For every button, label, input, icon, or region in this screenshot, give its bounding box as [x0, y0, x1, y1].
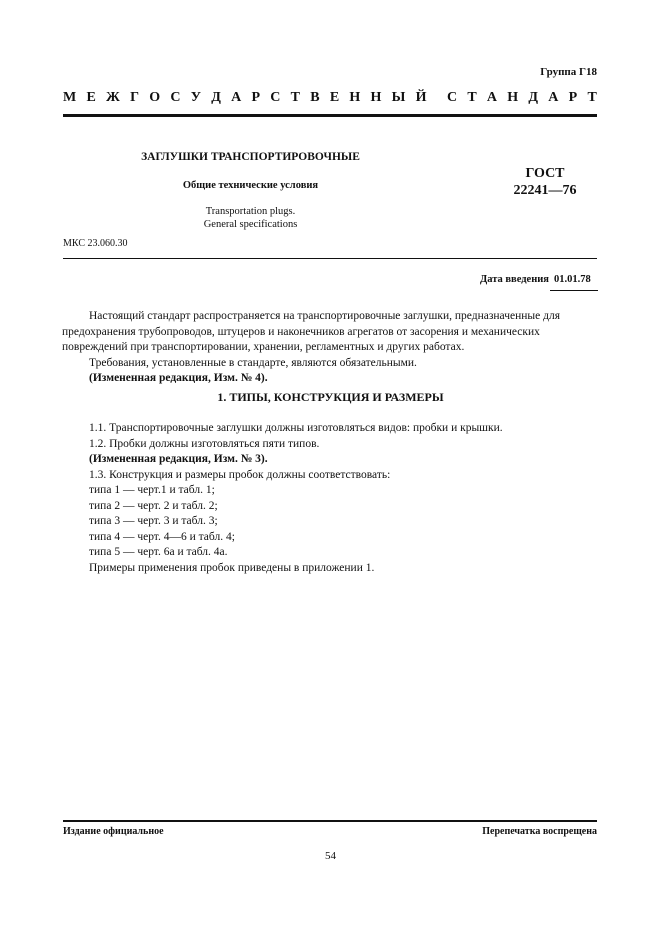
heading-letter: Ж: [106, 90, 120, 105]
section-line: 1.2. Пробки должны изготовляться пяти типов.: [89, 437, 320, 450]
section-body: [89, 421, 598, 576]
section-line: типа 4 — черт. 4—6 и табл. 4;: [89, 530, 235, 543]
heading-letter: О: [149, 90, 161, 105]
heading-letter: Е: [86, 90, 96, 105]
heading-letter: Й: [415, 90, 427, 105]
interstate-standard-heading: [63, 90, 597, 106]
heading-letter: Р: [568, 90, 578, 105]
heading-letter: С: [270, 90, 281, 105]
heading-letter: Е: [329, 90, 340, 105]
intro-date-value: 01.01.78: [554, 274, 591, 285]
heading-letter: Ы: [391, 90, 406, 105]
gost-label: ГОСТ: [525, 166, 565, 181]
heading-letter: У: [190, 90, 202, 105]
footer-reprint-notice: Перепечатка воспрещена: [482, 826, 597, 837]
footer-rule: [63, 820, 597, 822]
heading-letter: Р: [251, 90, 261, 105]
section-line: Примеры применения пробок приведены в приложении 1.: [89, 561, 375, 574]
section-line: типа 5 — черт. 6а и табл. 4а.: [89, 546, 228, 558]
group-label: Группа Г18: [540, 66, 597, 78]
gost-designation: [490, 165, 600, 199]
heading-letter: Н: [507, 90, 519, 105]
intro-amendment: (Измененная редакция, Изм. № 4).: [89, 372, 268, 384]
section-line: типа 1 — черт.1 и табл. 1;: [89, 484, 215, 496]
heading-letter: С: [446, 90, 458, 105]
heading-letter: А: [486, 90, 498, 105]
document-title: ЗАГЛУШКИ ТРАНСПОРТИРОВОЧНЫЕ: [141, 151, 360, 163]
heading-letter: М: [63, 90, 77, 105]
heading-letter: Н: [349, 90, 361, 105]
english-title: [138, 205, 363, 231]
intro-date-underline: [550, 290, 598, 291]
intro-paragraphs: [62, 309, 598, 387]
english-title-line-1: Transportation plugs.: [205, 206, 296, 217]
heading-letter: Н: [370, 90, 382, 105]
header-rule: [63, 114, 597, 117]
section-line: 1.1. Транспортировочные заглушки должны изготовляться видов: пробки и крышки.: [89, 422, 503, 434]
heading-letter: А: [548, 90, 559, 105]
heading-letter: Т: [467, 90, 477, 105]
intro-line: Требования, установленные в стандарте, являются обязательными.: [89, 356, 417, 369]
section-line: 1.3. Конструкция и размеры пробок должны соответствовать:: [89, 468, 391, 481]
section-line: типа 3 — черт. 3 и табл. 3;: [89, 515, 218, 527]
gost-number: 22241—76: [513, 183, 577, 198]
mks-code: МКС 23.060.30: [63, 238, 128, 249]
section-line: типа 2 — черт. 2 и табл. 2;: [89, 499, 218, 512]
heading-letter: Т: [587, 90, 597, 105]
heading-letter: Г: [130, 90, 140, 105]
document-subtitle: Общие технические условия: [182, 180, 319, 191]
amendment-note: (Измененная редакция, Изм. № 3).: [89, 453, 268, 465]
intro-line: Настоящий стандарт распространяется на транспортировочные заглушки, предназначенные для: [89, 310, 560, 322]
footer-official-edition: Издание официальное: [63, 826, 164, 837]
page-number: 54: [325, 850, 336, 862]
intro-date-label: Дата введения: [480, 274, 549, 285]
heading-letter: А: [231, 90, 242, 105]
heading-letter: Д: [211, 90, 221, 105]
heading-letter: В: [310, 90, 320, 105]
section-heading: 1. ТИПЫ, КОНСТРУКЦИЯ И РАЗМЕРЫ: [217, 390, 444, 404]
title-rule: [63, 258, 597, 259]
english-title-line-2: General specifications: [203, 219, 298, 230]
intro-line: повреждений при транспортировании, хранении, регламентных и других работах.: [62, 341, 465, 353]
intro-line: предохранения трубопроводов, штуцеров и наконечников агрегатов от засорения и механических: [62, 325, 540, 338]
heading-letter: Т: [290, 90, 300, 105]
heading-letter: С: [170, 90, 181, 105]
heading-letter: Д: [528, 90, 539, 105]
